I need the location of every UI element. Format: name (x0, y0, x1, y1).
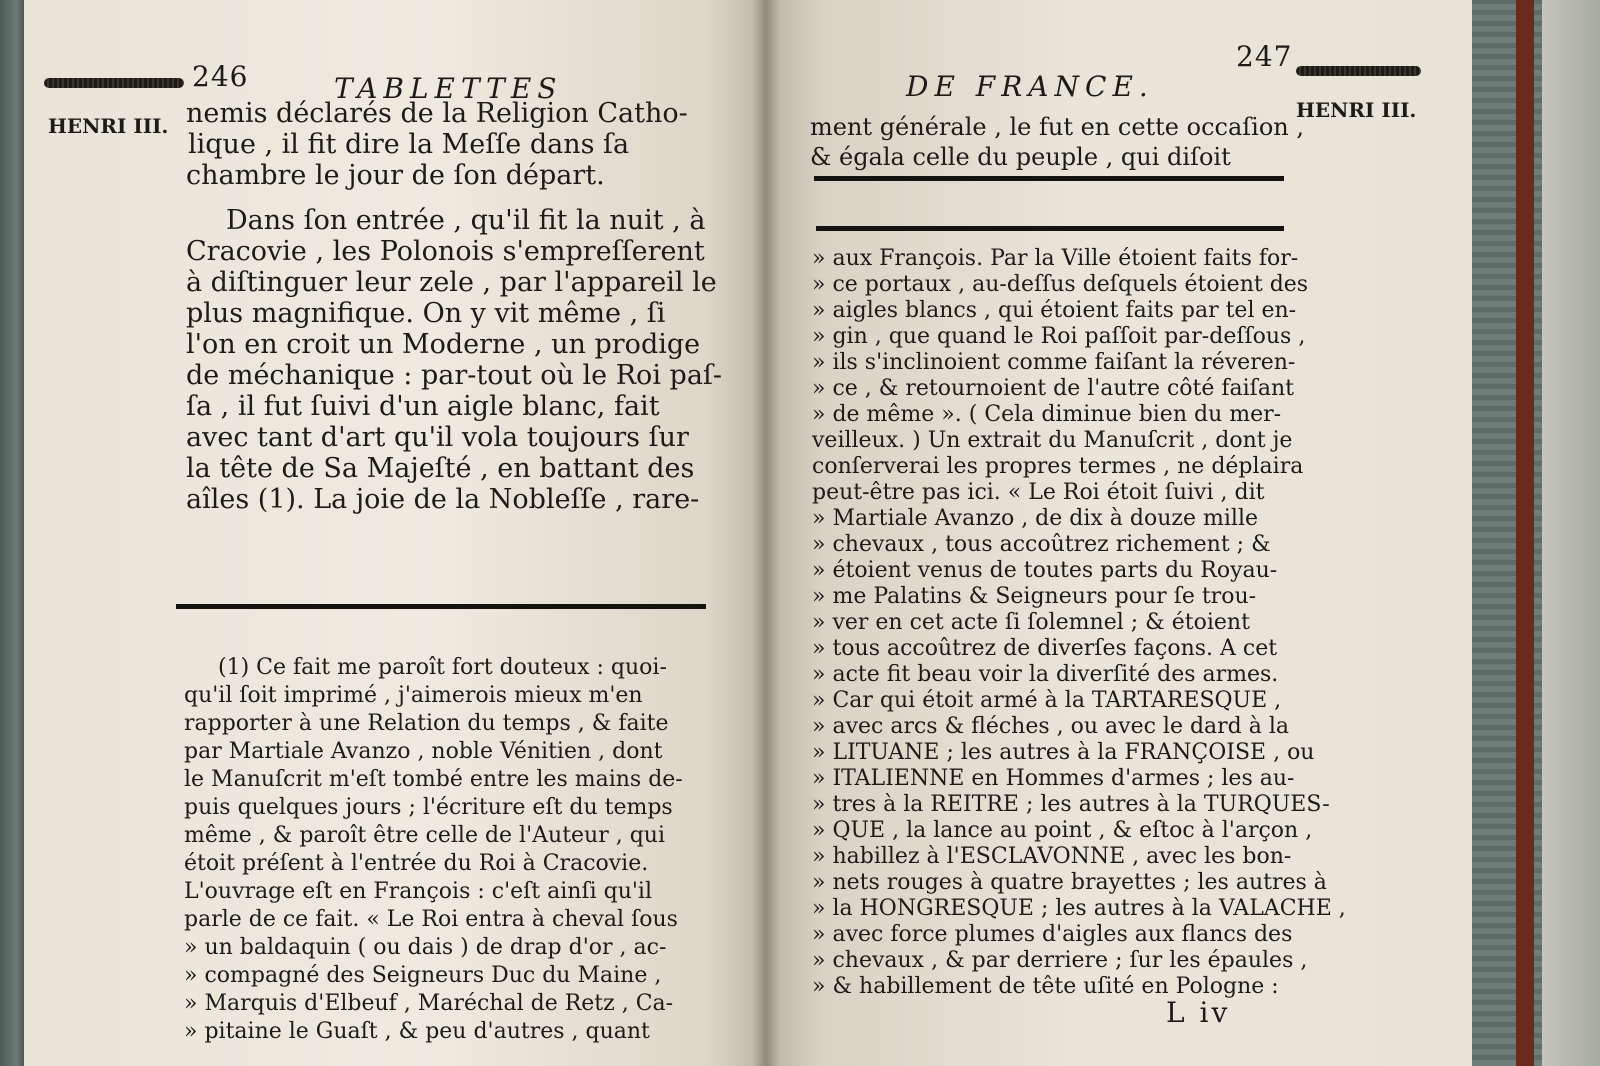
footnote-line: » me Palatins & Seigneurs pour ſe trou- (812, 584, 1257, 609)
footnote-line: L'ouvrage eſt en François : c'eſt ainſi qu'il (184, 879, 652, 904)
body-line: Cracovie , les Polonois s'empreſſerent (186, 236, 705, 267)
footnote-line: » aux François. Par la Ville étoient faits for- (812, 246, 1299, 271)
footnote-line: » compagné des Seigneurs Duc du Maine , (184, 963, 662, 988)
footnote-line: » étoient venus de toutes parts du Royau- (812, 558, 1278, 583)
body-line: ment générale , le fut en cette occaſion , (810, 113, 1305, 141)
left-body-text (186, 98, 722, 515)
footnote-line: » gin , que quand le Roi paſſoit par-deſſous , (812, 324, 1306, 349)
body-line: l'on en croit un Moderne , un prodige (186, 329, 701, 360)
footnote-line: » aigles blancs , qui étoient faits par tel en- (812, 298, 1297, 323)
body-line: la tête de Sa Majeſté , en battant des (186, 453, 695, 484)
footnote-line: » ils s'inclinoient comme faiſant la réveren- (812, 350, 1296, 375)
footnote-rule-left (176, 604, 706, 609)
footnote-line: » de même ». ( Cela diminue bien du mer- (812, 402, 1282, 427)
header-ornament-right (1296, 66, 1421, 76)
left-page (24, 0, 766, 1066)
footnote-line: » Marquis d'Elbeuf , Maréchal de Retz , Ca- (184, 991, 674, 1016)
footnote-line: même , & paroît être celle de l'Auteur , qui (184, 823, 666, 848)
footnote-line: le Manuſcrit m'eſt tombé entre les mains de- (184, 767, 683, 792)
footnote-line: » ITALIENNE en Hommes d'armes ; les au- (812, 766, 1295, 791)
footnote-line: » pitaine le Guaſt , & peu d'autres , quant (184, 1019, 650, 1044)
footnote-line: » ce portaux , au-deſſus deſquels étoient des (812, 272, 1309, 297)
body-line: plus magnifique. On y vit même , ſi (186, 298, 666, 329)
footnote-line: conſerverai les propres termes , ne déplaira (812, 454, 1304, 479)
body-line: ſa , il fut ſuivi d'un aigle blanc, fait (186, 391, 660, 422)
footnote-line: » ce , & retournoient de l'autre côté faiſant (812, 376, 1294, 401)
signature-mark: L iv (1166, 996, 1231, 1029)
footnote-line: » chevaux , & par derriere ; ſur les épaules , (812, 948, 1308, 973)
right-footnote (812, 246, 1346, 1000)
footnote-line: parle de ce fait. « Le Roi entra à cheval ſous (184, 907, 678, 932)
footnote-line: » la HONGRESQUE ; les autres à la VALACHE , (812, 896, 1346, 921)
footnote-line: » habillez à l'ESCLAVONNE , avec les bon- (812, 844, 1292, 869)
right-page (766, 0, 1472, 1066)
side-label-right: HENRI III. (1296, 98, 1417, 122)
footnote-line: » QUE , la lance au point , & eſtoc à l'arçon , (812, 818, 1313, 843)
body-line: chambre le jour de ſon départ. (186, 160, 605, 191)
left-footnote (184, 654, 683, 1046)
footnote-line: qu'il ſoit imprimé , j'aimerois mieux m'en (184, 683, 643, 708)
footnote-line: puis quelques jours ; l'écriture eſt du temps (184, 795, 673, 820)
body-line: aîles (1). La joie de la Nobleſſe , rare- (186, 484, 700, 515)
body-line: de méchanique : par-tout où le Roi paſ- (186, 360, 723, 391)
section-rule-right (814, 176, 1284, 181)
running-head-right: DE FRANCE. (906, 70, 1154, 103)
body-line: & égala celle du peuple , qui diſoit (810, 143, 1231, 171)
footnote-line: étoit préſent à l'entrée du Roi à Cracovie. (184, 851, 649, 876)
footnote-line: par Martiale Avanzo , noble Vénitien , dont (184, 739, 663, 764)
footnote-line: (1) Ce fait me paroît fort douteux : quoi- (218, 655, 667, 680)
page-number-right: 247 (1236, 40, 1293, 73)
body-line: Dans ſon entrée , qu'il fit la nuit , à (226, 205, 706, 236)
body-line: nemis déclarés de la Religion Catho- (186, 98, 688, 129)
footnote-line: rapporter à une Relation du temps , & faite (184, 711, 669, 736)
footnote-line: » Car qui étoit armé à la TARTARESQUE , (812, 688, 1282, 713)
body-line: lique , il fit dire la Meſſe dans ſa (188, 129, 630, 160)
page-number-left: 246 (192, 60, 249, 93)
footnote-line: » tres à la REITRE ; les autres à la TURQUES- (812, 792, 1330, 817)
footnote-line: » tous accoûtrez de diverſes façons. A cet (812, 636, 1278, 661)
book-gutter (752, 0, 780, 1066)
book-spine-edge (1516, 0, 1534, 1066)
footnote-line: » un baldaquin ( ou dais ) de drap d'or , ac- (184, 935, 667, 960)
footnote-line: » Martiale Avanzo , de dix à douze mille (812, 506, 1258, 531)
footnote-line: » nets rouges à quatre brayettes ; les autres à (812, 870, 1327, 895)
footnote-line: » & habillement de tête uſité en Pologne : (812, 974, 1279, 999)
footnote-line: » ver en cet acte ſi ſolemnel ; & étoient (812, 610, 1250, 635)
footnote-rule-right (816, 226, 1284, 231)
running-head-left: TABLETTES (334, 72, 563, 105)
footnote-line: » LITUANE ; les autres à la FRANÇOISE , ou (812, 740, 1315, 765)
footnote-line: » acte fit beau voir la diverſité des armes. (812, 662, 1279, 687)
footnote-line: peut-être pas ici. « Le Roi étoit ſuivi , dit (812, 480, 1265, 505)
footnote-line: veilleux. ) Un extrait du Manuſcrit , dont je (812, 428, 1293, 453)
right-body-text (810, 112, 1304, 172)
footnote-line: » chevaux , tous accoûtrez richement ; & (812, 532, 1271, 557)
footnote-line: » avec force plumes d'aigles aux flancs des (812, 922, 1293, 947)
body-line: à diſtinguer leur zele , par l'appareil le (186, 267, 717, 298)
side-label-left: HENRI III. (48, 114, 169, 138)
footnote-line: » avec arcs & fléches , ou avec le dard à la (812, 714, 1290, 739)
header-ornament-left (44, 78, 184, 88)
body-line: avec tant d'art qu'il vola toujours ſur (186, 422, 689, 453)
